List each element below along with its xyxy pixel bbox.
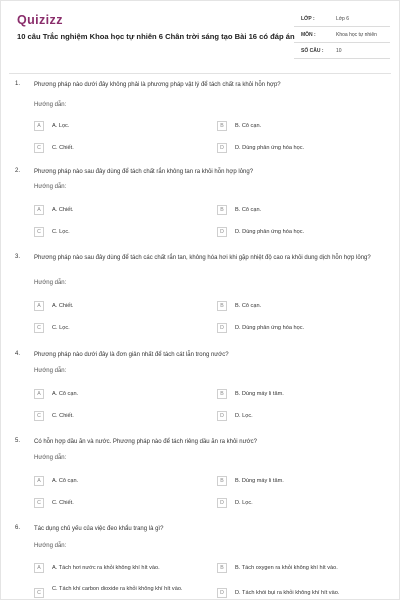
- option-letter-box: D: [217, 411, 227, 421]
- guide-label: Hướng dẫn:: [34, 102, 67, 108]
- option-text: A. Tách hơi nước ra khỏi không khí hít vào.: [52, 565, 160, 571]
- option-text: C. Tách khí carbon dioxide ra khỏi không khí hít vào.: [52, 586, 183, 592]
- option-text: A. Chiết.: [52, 207, 74, 213]
- header-divider: [9, 73, 391, 74]
- meta-key: MÔN :: [301, 32, 316, 38]
- option-text: D. Dùng phản ứng hóa học.: [235, 229, 305, 235]
- meta-value: 10: [336, 48, 342, 54]
- option-text: C. Chiết.: [52, 145, 74, 151]
- option-text: A. Chiết.: [52, 303, 74, 309]
- guide-label: Hướng dẫn:: [34, 368, 67, 374]
- option-letter-box: A: [34, 121, 44, 131]
- option-text: B. Tách oxygen ra khỏi không khí hít vào.: [235, 565, 338, 571]
- option-letter-box: B: [217, 205, 227, 215]
- option-letter-box: C: [34, 227, 44, 237]
- option-letter-box: B: [217, 476, 227, 486]
- guide-label: Hướng dẫn:: [34, 543, 67, 549]
- meta-key: SỐ CÂU :: [301, 48, 324, 54]
- option-text: D. Lọc.: [235, 413, 253, 419]
- option-text: D. Dùng phản ứng hóa học.: [235, 145, 305, 151]
- option-text: C. Lọc.: [52, 229, 70, 235]
- meta-row-class: [294, 11, 390, 27]
- option-letter-box: D: [217, 143, 227, 153]
- option-letter-box: A: [34, 476, 44, 486]
- option-letter-box: B: [217, 563, 227, 573]
- question-text: Có hỗn hợp dầu ăn và nước. Phương pháp nào để tách riêng dầu ăn ra khỏi nước?: [34, 439, 257, 445]
- option-letter-box: A: [34, 301, 44, 311]
- option-letter-box: A: [34, 563, 44, 573]
- meta-value: Khoa học tự nhiên: [336, 32, 377, 38]
- option-letter-box: B: [217, 389, 227, 399]
- question-text: Phương pháp nào sau đây dùng để tách các chất rắn tan, không hóa hơi khi gặp nhiệt độ cao ra khỏi dung dịch hỗn hợp lỏng?: [34, 255, 371, 261]
- option-text: B. Cô cạn.: [235, 303, 262, 309]
- question-text: Phương pháp nào sau đây dùng để tách chất rắn không tan ra khỏi hỗn hợp lỏng?: [34, 169, 254, 175]
- option-text: B. Dùng máy li tâm.: [235, 478, 284, 484]
- option-text: B. Cô cạn.: [235, 123, 262, 129]
- question-number: 3.: [15, 254, 21, 260]
- question-number: 2.: [15, 168, 21, 174]
- option-text: C. Chiết.: [52, 413, 74, 419]
- option-text: D. Lọc.: [235, 500, 253, 506]
- option-letter-box: C: [34, 323, 44, 333]
- question-text: Tác dụng chủ yếu của việc đeo khẩu trang là gì?: [34, 526, 164, 532]
- guide-label: Hướng dẫn:: [34, 455, 67, 461]
- option-text: A. Cô cạn.: [52, 478, 79, 484]
- option-text: B. Dùng máy li tâm.: [235, 391, 284, 397]
- option-text: D. Dùng phản ứng hóa học.: [235, 325, 305, 331]
- meta-table: [294, 11, 390, 59]
- question-number: 6.: [15, 525, 21, 531]
- question-text: Phương pháp nào dưới đây là đơn giản nhất để tách cát lẫn trong nước?: [34, 352, 229, 358]
- quizizz-logo: Quizizz: [17, 13, 63, 27]
- option-letter-box: C: [34, 588, 44, 598]
- option-letter-box: B: [217, 121, 227, 131]
- option-letter-box: A: [34, 205, 44, 215]
- option-text: C. Lọc.: [52, 325, 70, 331]
- option-letter-box: A: [34, 389, 44, 399]
- option-letter-box: D: [217, 498, 227, 508]
- option-letter-box: D: [217, 588, 227, 598]
- option-text: A. Cô cạn.: [52, 391, 79, 397]
- meta-row-subject: [294, 27, 390, 43]
- option-letter-box: C: [34, 498, 44, 508]
- worksheet-title: 10 câu Trắc nghiệm Khoa học tự nhiên 6 Chân trời sáng tạo Bài 16 có đáp án: [17, 32, 295, 41]
- option-letter-box: D: [217, 227, 227, 237]
- guide-label: Hướng dẫn:: [34, 184, 67, 190]
- option-letter-box: C: [34, 411, 44, 421]
- option-letter-box: C: [34, 143, 44, 153]
- guide-label: Hướng dẫn:: [34, 280, 67, 286]
- option-letter-box: D: [217, 323, 227, 333]
- question-number: 4.: [15, 351, 21, 357]
- meta-row-count: [294, 43, 390, 59]
- question-number: 5.: [15, 438, 21, 444]
- option-text: B. Cô cạn.: [235, 207, 262, 213]
- meta-key: LỚP :: [301, 16, 315, 22]
- meta-value: Lớp 6: [336, 16, 350, 22]
- question-number: 1.: [15, 81, 21, 87]
- option-letter-box: B: [217, 301, 227, 311]
- question-text: Phương pháp nào dưới đây không phải là phương pháp vật lý để tách chất ra khỏi hỗn hợp?: [34, 82, 281, 88]
- option-text: A. Lọc.: [52, 123, 70, 129]
- option-text: D. Tách khói bụi ra khỏi không khí hít vào.: [235, 590, 340, 596]
- option-text: C. Chiết.: [52, 500, 74, 506]
